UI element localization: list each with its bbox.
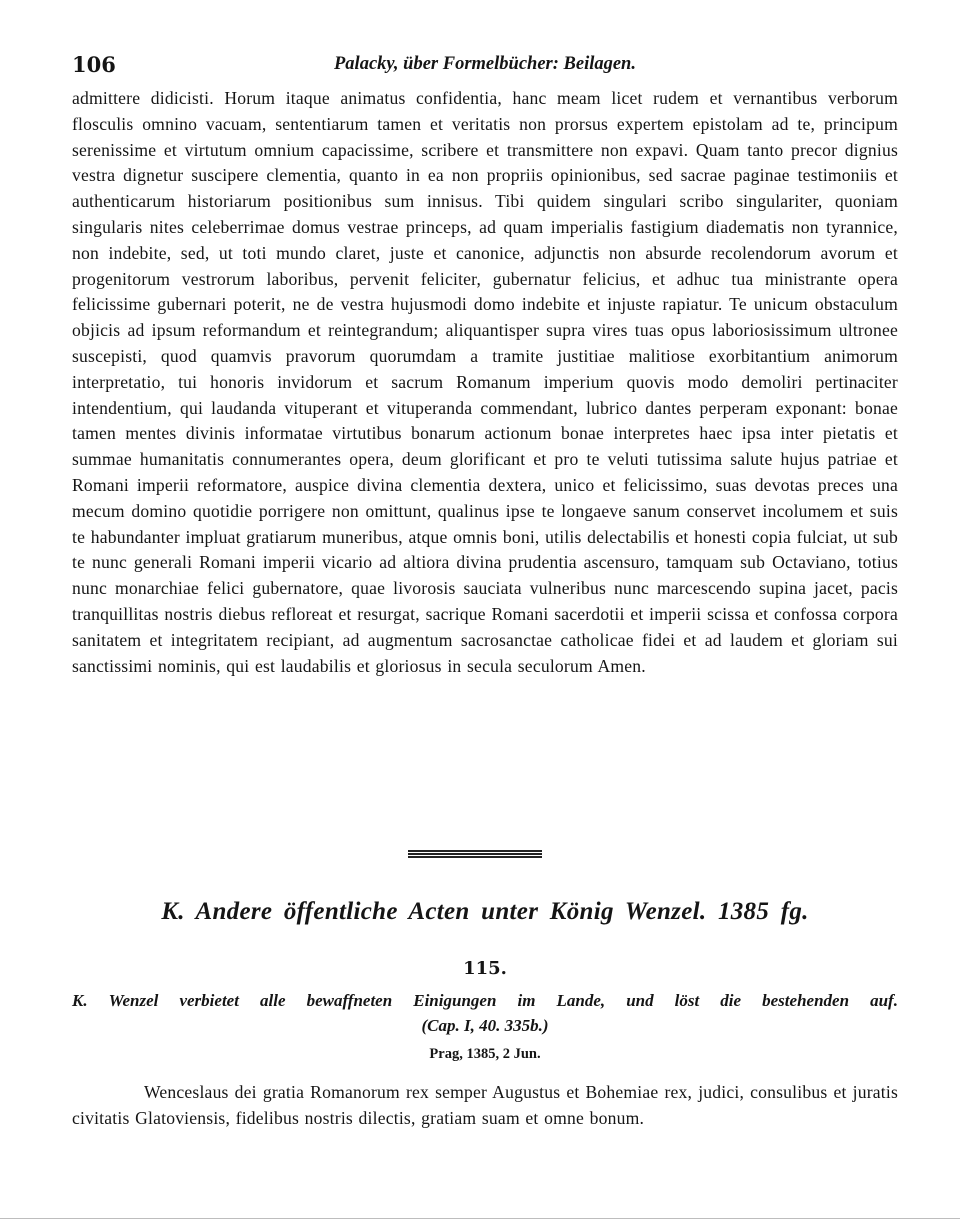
section-heading: K. Andere öffentliche Acten unter König Wenzel. 1385 fg.: [161, 898, 809, 925]
running-title: Palacky, über Formelbücher: Beilagen.: [334, 54, 636, 74]
summary-word: Lande,: [556, 991, 606, 1010]
summary-word: K.: [72, 991, 88, 1010]
summary-word: im: [517, 991, 536, 1010]
letter-paragraph: admittere didicisti. Horum itaque animatus confidentia, hanc meam licet rudem et vernantibus verborum flosculis omnino vacuam, sententiarum tamen et veritatis non prorsus expertem epistolam ad te, principum serenissime et virtutum omnium capacissime, scribere et transmittere non expavi. Quam tanto precor dignius vestra dignetur suscipere clementia, quanto in ea non propriis opinionibus, sed sacrae paginae testimoniis et authenticarum historiarum positionibus sum innisus. Tibi quidem singulari scribo singulariter, quoniam singularis nites celeberrimae domus vestrae princeps, ad quam imperialis fastigium diadematis non tyrannice, non indebite, sed, ut toti mundo claret, juste et canonice, adjunctis non absurde recolendorum avorum et progenitorum vestrorum laboribus, pervenit feliciter, gubernatur felicius, et adhuc tua ministrante opera felicissime gubernari poterit, ne de vestra hujusmodi domo indebite et injuste rapiatur. Te unicum obstaculum objicis ad ipsum reformandum et reintegrandum; aliquantisper supra vires tuas opus laboriosissimum ultronee suscepisti, quod quamvis pravorum quorumdam a tramite justitiae malitiose exorbitantium animorum interpretatio, tui honoris invidorum et sacrum Romanum imperium quovis modo demoliri pertinaciter intendentium, qui laudanda vituperant et vituperanda commendant, lubrico dantes perperam exponant: bonae tamen mentes divinis informatae virtutibus bonarum actionum bonae interpretes haec ipsa inter pietatis et summae humanitatis connumerantes opera, deum glorificant et pro te veluti tutissima salute hujus patriae et Romani imperii reformatore, auspice divina clementia dextera, unico et felicissimo, suas devotas preces una mecum domino quotidie porrigere non omittunt, qualinus ipse te longaeve sanum conservet incolumem et suis te habundanter impluat gratiarum muneribus, atque omnis boni, utilis delectabilis et honesti copia fulciat, ut sub te nunc generali Romani imperii vicario ad altiora divina prudentia ascensuro, tamquam sub Octaviano, totius nunc monarchiae felici gubernatore, quae livorosis sauciata vulneribus nunc marcescendo supina jacet, pacis tranquillitas nostris diebus refloreat et resurgat, sacrique Romani sacerdotii et imperii scissa et confossa corpora sanitatem et integritatem recipiant, ad augmentum sacrosanctae catholicae fidei et ad laudem et gloriam sui sanctissimi nominis, qui est laudabilis et gloriosus in secula seculorum Amen.: [72, 88, 898, 676]
summary-word: löst: [674, 991, 700, 1010]
document-summary: [72, 988, 898, 1038]
summary-word: alle: [260, 991, 286, 1010]
section-divider: [408, 850, 542, 860]
divider-rule: [408, 850, 542, 852]
running-head: [72, 52, 898, 86]
document-text: Wenceslaus dei gratia Romanorum rex semper Augustus et Bohemiae rex, judici, consulibus et juratis civitatis Glatoviensis, fidelibus nostris dilectis, gratiam suam et omne bonum.: [72, 1082, 898, 1128]
summary-word: und: [626, 991, 654, 1010]
scan-edge: [0, 1218, 960, 1219]
book-page: [72, 52, 898, 1128]
page-number: 106: [72, 52, 116, 77]
document-date: Prag, 1385, 2 Jun.: [429, 1046, 541, 1062]
summary-line-2: (Cap. I, 40. 335b.): [421, 1016, 549, 1035]
divider-rule: [408, 853, 542, 855]
summary-word: die: [720, 991, 742, 1010]
summary-word: bewaffneten: [306, 991, 393, 1010]
divider-rule: [408, 856, 542, 858]
summary-word: Wenzel: [108, 991, 159, 1010]
document-number: 115.: [463, 958, 507, 979]
summary-word: bestehenden: [762, 991, 850, 1010]
summary-line-1: [72, 988, 898, 1013]
summary-word: verbietet: [179, 991, 239, 1010]
summary-word: Einigungen: [413, 991, 497, 1010]
summary-word: auf.: [870, 991, 898, 1010]
